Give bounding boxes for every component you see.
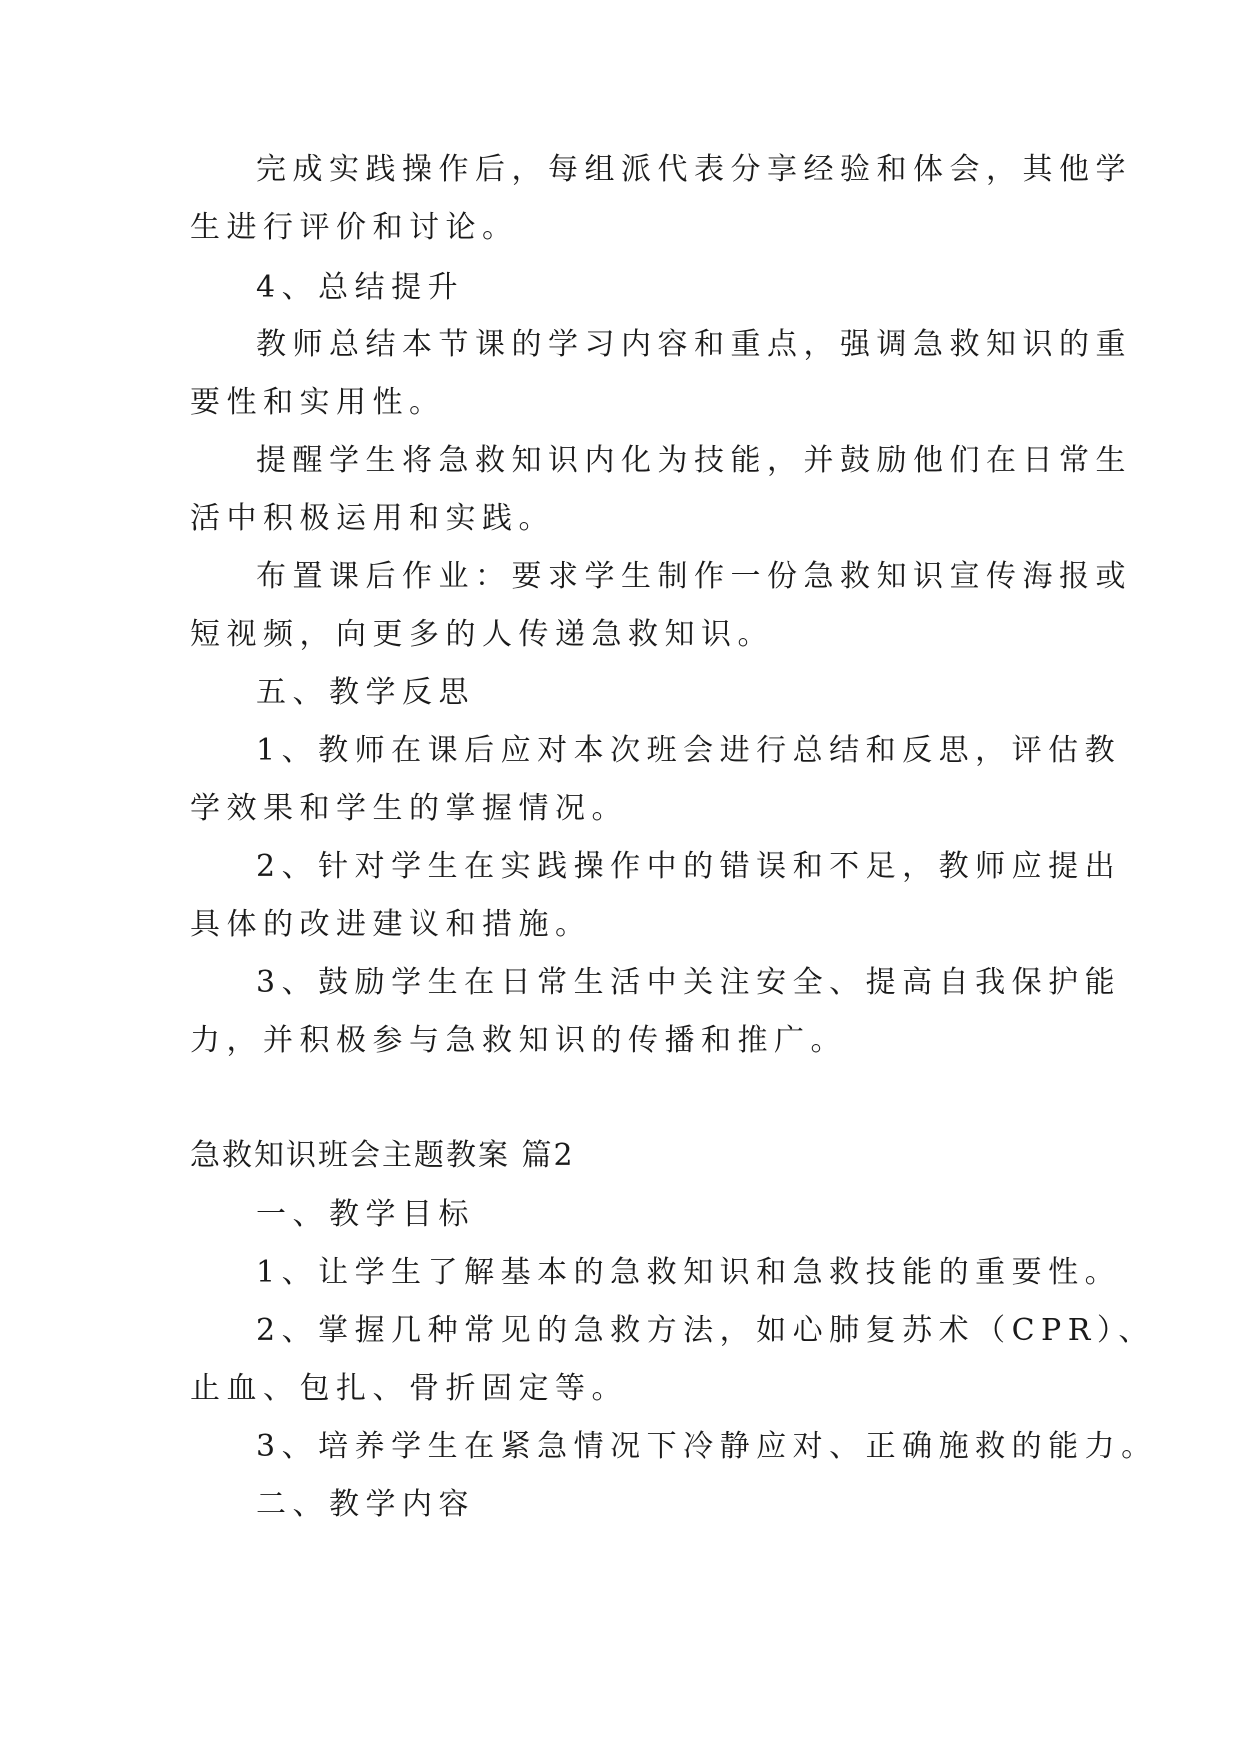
paragraph-line: 2、掌握几种常见的急救方法，如心肺复苏术（CPR）、 [256,1313,1155,1348]
paragraph-line: 布置课后作业：要求学生制作一份急救知识宣传海报或 [256,559,1132,594]
article-title: 急救知识班会主题教案 篇2 [190,1138,575,1173]
paragraph-line: 止血、包扎、骨折固定等。 [190,1371,628,1406]
paragraph-line: 2、针对学生在实践操作中的错误和不足，教师应提出 [256,849,1122,884]
section-heading: 五、教学反思 [256,675,475,710]
paragraph-line: 短视频，向更多的人传递急救知识。 [190,617,774,652]
paragraph-line: 提醒学生将急救知识内化为技能，并鼓励他们在日常生 [256,443,1132,478]
paragraph-line: 力，并积极参与急救知识的传播和推广。 [190,1023,847,1058]
paragraph-line: 要性和实用性。 [190,385,446,420]
section-heading: 二、教学内容 [256,1487,475,1522]
paragraph-line: 具体的改进建议和措施。 [190,907,592,942]
paragraph-line: 1、教师在课后应对本次班会进行总结和反思，评估教 [256,733,1122,768]
paragraph-line: 教师总结本节课的学习内容和重点，强调急救知识的重 [256,327,1132,362]
subheading: 4、总结提升 [256,270,465,305]
paragraph-line: 3、培养学生在紧急情况下冷静应对、正确施救的能力。 [256,1429,1158,1464]
paragraph-line: 1、让学生了解基本的急救知识和急救技能的重要性。 [256,1255,1122,1290]
paragraph-line: 3、鼓励学生在日常生活中关注安全、提高自我保护能 [256,965,1122,1000]
paragraph-line: 完成实践操作后，每组派代表分享经验和体会，其他学 [256,152,1132,187]
paragraph-line: 活中积极运用和实践。 [190,501,555,536]
section-heading: 一、教学目标 [256,1197,475,1232]
paragraph-line: 生进行评价和讨论。 [190,210,519,245]
paragraph-line: 学效果和学生的掌握情况。 [190,791,628,826]
